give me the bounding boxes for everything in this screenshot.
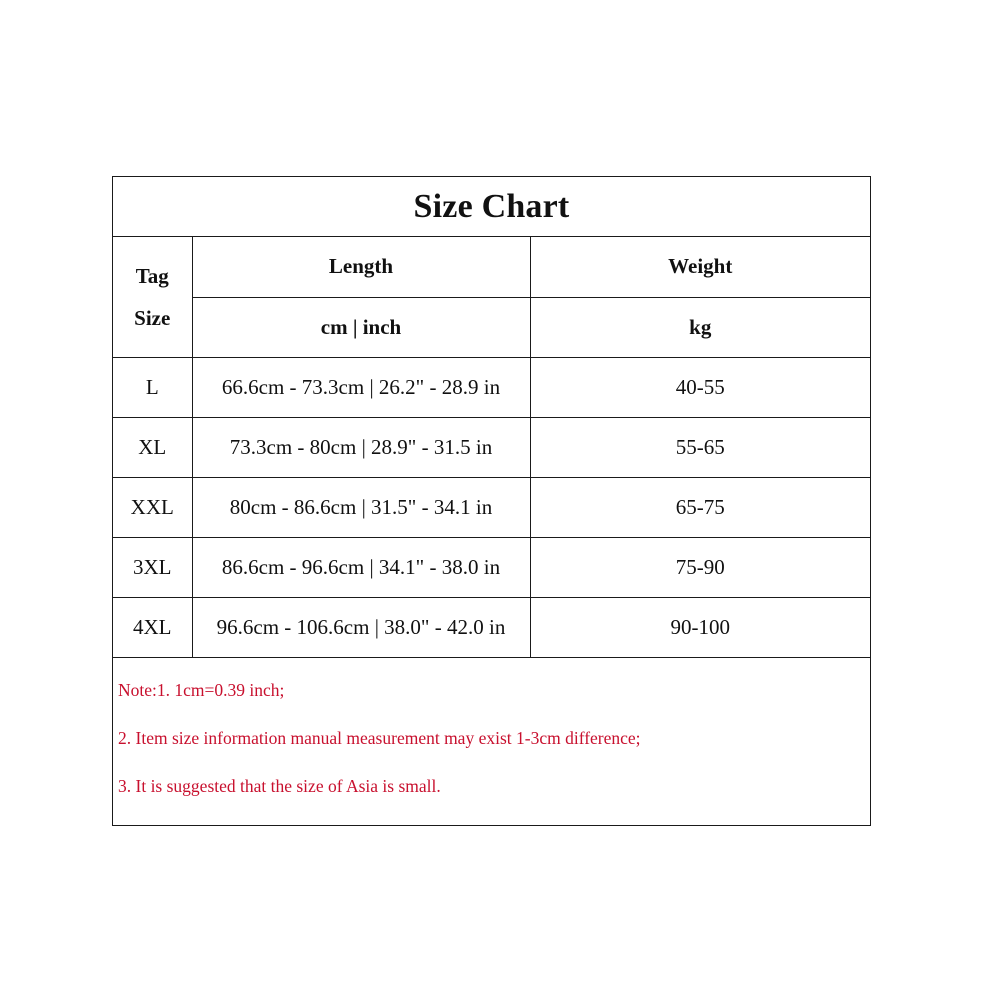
size-chart-table xyxy=(112,176,871,826)
length-header: Length xyxy=(192,237,530,297)
size-cell: L xyxy=(113,357,192,417)
table-row xyxy=(113,537,870,597)
title-row xyxy=(113,177,870,237)
size-cell: 4XL xyxy=(113,597,192,657)
weight-cell: 75-90 xyxy=(530,537,870,597)
size-cell: XL xyxy=(113,417,192,477)
length-cell: 66.6cm - 73.3cm | 26.2" - 28.9 in xyxy=(192,357,530,417)
length-cell: 96.6cm - 106.6cm | 38.0" - 42.0 in xyxy=(192,597,530,657)
note-1: Note:1. 1cm=0.39 inch; xyxy=(118,679,285,700)
table-row xyxy=(113,597,870,657)
table-row xyxy=(113,417,870,477)
size-cell: 3XL xyxy=(113,537,192,597)
length-unit-header: cm | inch xyxy=(192,297,530,357)
unit-row xyxy=(113,297,870,357)
note-3: 3. It is suggested that the size of Asia is small. xyxy=(118,775,441,796)
weight-cell: 40-55 xyxy=(530,357,870,417)
notes-section xyxy=(113,666,870,810)
note-2: 2. Item size information manual measurement may exist 1-3cm difference; xyxy=(118,727,641,748)
weight-unit-header: kg xyxy=(530,297,870,357)
table-row xyxy=(113,357,870,417)
weight-header: Weight xyxy=(530,237,870,297)
weight-cell: 65-75 xyxy=(530,477,870,537)
size-grid xyxy=(113,237,870,658)
table-row xyxy=(113,477,870,537)
length-cell: 73.3cm - 80cm | 28.9" - 31.5 in xyxy=(192,417,530,477)
header-row xyxy=(113,237,870,297)
size-cell: XXL xyxy=(113,477,192,537)
length-cell: 80cm - 86.6cm | 31.5" - 34.1 in xyxy=(192,477,530,537)
tag-size-header xyxy=(113,237,192,357)
length-cell: 86.6cm - 96.6cm | 34.1" - 38.0 in xyxy=(192,537,530,597)
weight-cell: 55-65 xyxy=(530,417,870,477)
tag-size-header-line2: Size xyxy=(134,305,171,330)
weight-cell: 90-100 xyxy=(530,597,870,657)
page-title: Size Chart xyxy=(413,187,570,225)
tag-size-header-line1: Tag xyxy=(135,263,169,288)
